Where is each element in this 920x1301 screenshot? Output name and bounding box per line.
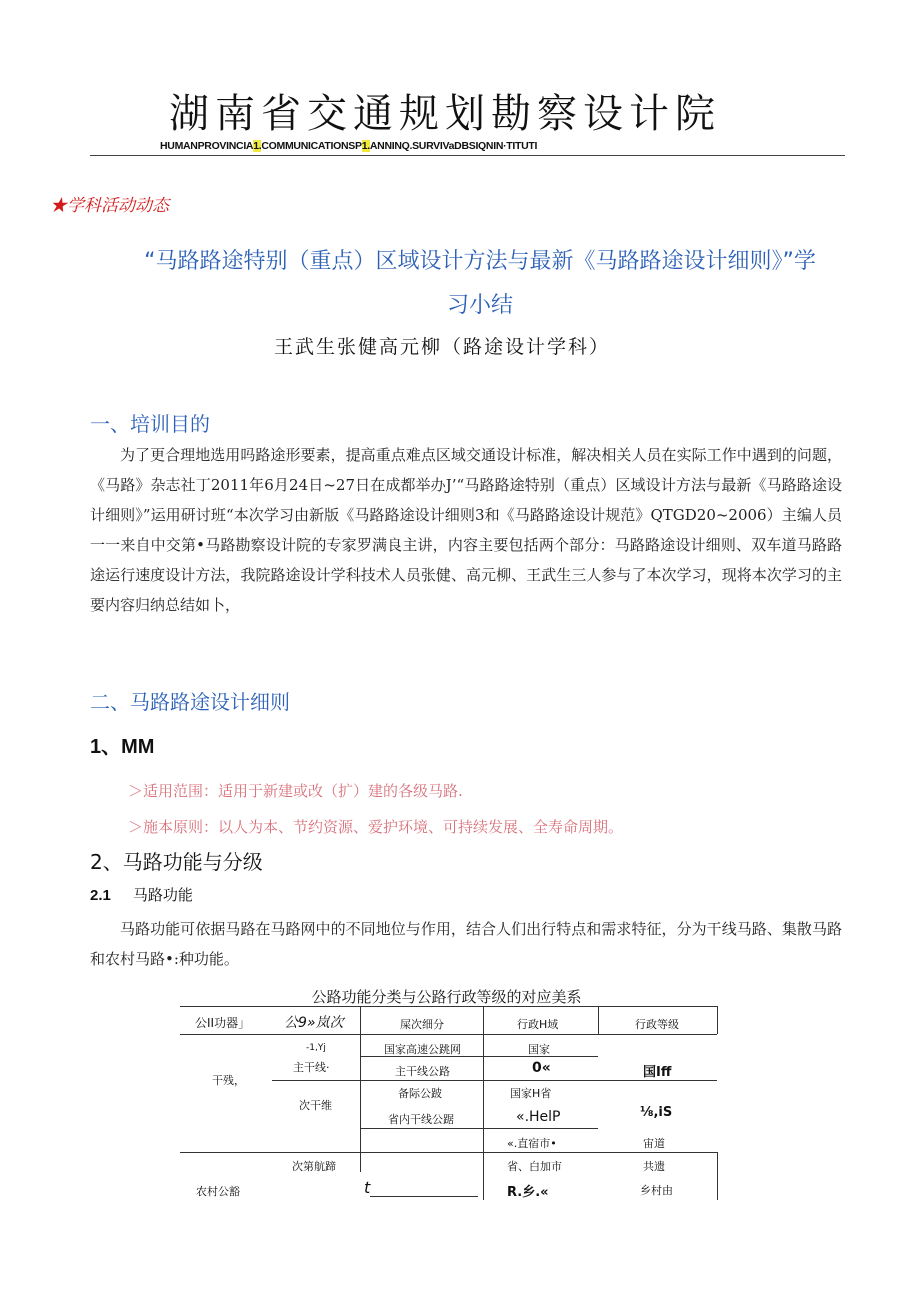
table-cell: 主干线公路: [395, 1065, 450, 1078]
table-vrule: [598, 1006, 599, 1034]
column-label: ★学科活动动态: [50, 196, 169, 216]
bullet-principle: ＞施本原则：以人为本、节约资源、爱护环境、可持续发展、全寿命周期。: [128, 818, 624, 836]
article-authors: 王武生张健高元柳（路途设计学科）: [273, 336, 610, 358]
table-cell: «.直宿市•: [507, 1137, 557, 1150]
table-header: 行政H域: [517, 1018, 559, 1031]
table-rule: [370, 1196, 478, 1197]
table-cell: -1,Yj: [306, 1043, 326, 1053]
table-cell: 省、白加市: [507, 1160, 562, 1173]
table-vrule: [717, 1006, 718, 1034]
table-rule: [180, 1152, 717, 1153]
table-cell: 次第航蹄: [292, 1160, 336, 1173]
table-cell: 国家: [528, 1043, 550, 1056]
table-cell: 国家高速公跳网: [384, 1043, 461, 1056]
table-vrule: [717, 1152, 718, 1200]
table-title: 公路功能分类与公路行政等级的对应美系: [311, 988, 582, 1006]
table-cell: «.HelP: [516, 1109, 561, 1125]
table-cell: 乡村由: [640, 1184, 673, 1197]
article-title-line1: “马路路途特别（重点）区域设计方法与最新《马路路途设计细则》”学: [144, 249, 816, 274]
article-title-line2: 习小结: [446, 293, 513, 318]
table-header: 公II功器」: [195, 1016, 251, 1030]
table-cell: 备际公跛: [398, 1087, 442, 1100]
section1-text: 为了更合理地选用吗路途形要素，提高重点难点区域交通设计标准，解决相关人员在实际工作中遇到的问题，《马路》杂志社丁2011年6月24日~27日在成都举办J’“马路路途特别（重点）区域设计方法与最新《马路路途设计细则》”运用研讨班“本次学习由新版《马路路途设计细则3和《马路路途设计规范》QTGD20~2006）主编人员一一来自中交第•马路勘察设计院的专家罗满良主讲，内容主要包括两个部分：马路路途设计细则、双车道马路路途运行速度设计方法，我院路途设计学科技术人员张健、高元柳、王武生三人参与了本次学习，现将本次学习的主要内容归纳总结如卜，: [90, 446, 842, 614]
table-cell: 农村公豁: [196, 1185, 240, 1198]
table-cell: 共遗: [643, 1160, 665, 1173]
subsection-1-heading: 1、MM: [90, 736, 155, 758]
table-cell: 主干线·: [293, 1061, 330, 1074]
table-cell: 干残，: [212, 1074, 245, 1087]
table-header: 屎次细分: [400, 1018, 444, 1031]
table-cell: 0«: [532, 1060, 551, 1076]
table-rule: [360, 1080, 717, 1081]
section2-text: 马路功能可依据马路在马路网中的不同地位与作用，结合人们出行特点和需求特征，分为干线马路、集散马路和农村马路•:种功能。: [90, 920, 842, 968]
table-cell: ⅛,iS: [640, 1105, 673, 1120]
table-header-rule: [180, 1034, 717, 1035]
subsection-2-1-number: 2.1: [90, 887, 111, 904]
table-cell: 国Iff: [643, 1065, 672, 1080]
table-rule: [272, 1080, 360, 1081]
table-cell: 省内干线公踞: [388, 1113, 454, 1126]
table-vrule: [483, 1006, 484, 1200]
table-cell: 宙道: [643, 1137, 665, 1150]
table-vrule: [360, 1006, 361, 1172]
institute-en-part: ANNINQ.SURVIVaDBSIQNIN·TITUTI: [369, 140, 538, 152]
table-cell: t: [364, 1178, 371, 1197]
institute-en-highlight: 1.: [361, 140, 370, 152]
section2-heading: 二、马路路途设计细则: [90, 690, 290, 714]
table-top-rule: [180, 1006, 717, 1007]
institute-en-part: COMMUNICATIONSP: [261, 140, 362, 152]
bullet-scope: ＞适用范围：适用于新建或改（扩）建的各级马路.: [128, 782, 463, 800]
subsection-2-heading: 2、马路功能与分级: [90, 850, 263, 874]
table-header: 行政等级: [635, 1018, 679, 1031]
table-rule: [360, 1128, 598, 1129]
table-cell: 国家H省: [510, 1087, 552, 1100]
institute-en-highlight: 1.: [253, 140, 262, 152]
table-cell: R.乡.«: [507, 1185, 549, 1200]
subsection-2-1-label: 马路功能: [132, 886, 193, 904]
institute-en-part: HUMANPROVINCIA: [160, 140, 254, 152]
table-cell: 次干维: [299, 1099, 332, 1112]
table-header: 公9»岚次: [284, 1015, 344, 1031]
institute-name-cn: 湖南省交通规划勘察设计院: [169, 91, 721, 137]
section1-heading: 一、培训目的: [90, 412, 210, 436]
